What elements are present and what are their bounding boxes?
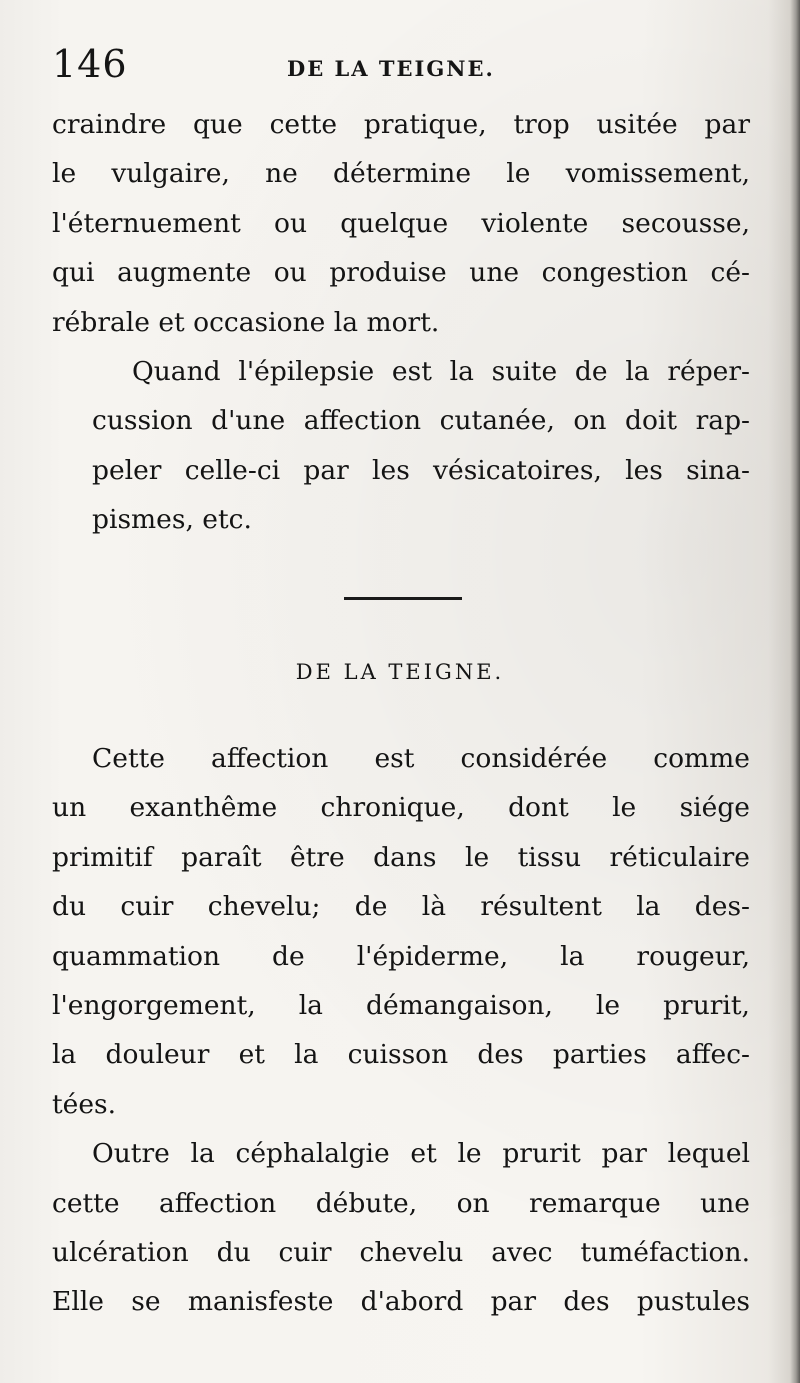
page-number: 146 bbox=[52, 42, 128, 86]
text-line: le vulgaire, ne détermine le vomissement, bbox=[52, 158, 750, 190]
text-line: craindre que cette pratique, trop usitée par bbox=[52, 109, 750, 140]
text-line: peler celle-ci par les vésicatoires, les sina- bbox=[92, 454, 750, 486]
running-head: DE LA TEIGNE. bbox=[287, 56, 495, 81]
text-line: l'engorgement, la démangaison, le prurit, bbox=[52, 990, 750, 1022]
text-line: primitif paraît être dans le tissu réticulaire bbox=[52, 841, 750, 873]
text-line: rébrale et occasione la mort. bbox=[52, 306, 440, 338]
paragraph bbox=[52, 1129, 750, 1327]
text-line: du cuir chevelu; de là résultent la des- bbox=[52, 891, 750, 923]
paragraph bbox=[52, 100, 750, 347]
paragraph bbox=[52, 347, 750, 545]
text-line: tées. bbox=[52, 1088, 117, 1120]
section-divider bbox=[344, 597, 462, 600]
text-line: Quand l'épilepsie est la suite de la réper- bbox=[132, 356, 750, 388]
text-line: Outre la céphalalgie et le prurit par lequel bbox=[92, 1138, 750, 1170]
text-line: cussion d'une affection cutanée, on doit rap- bbox=[92, 405, 750, 437]
paragraph bbox=[52, 734, 750, 1129]
text-line: Elle se manisfeste d'abord par des pustules bbox=[52, 1286, 750, 1318]
body-text-top bbox=[52, 100, 750, 545]
text-line: ulcération du cuir chevelu avec tuméfaction. bbox=[52, 1237, 750, 1269]
section-title: DE LA TEIGNE. bbox=[295, 660, 505, 684]
text-line: qui augmente ou produise une congestion cé- bbox=[52, 257, 750, 289]
text-line: l'éternuement ou quelque violente secousse, bbox=[52, 207, 750, 239]
page-header bbox=[52, 40, 752, 100]
text-line: quammation de l'épiderme, la rougeur, bbox=[52, 940, 750, 972]
body-text-bottom bbox=[52, 734, 750, 1327]
text-line: la douleur et la cuisson des parties affec- bbox=[52, 1039, 750, 1071]
text-line: cette affection débute, on remarque une bbox=[52, 1187, 750, 1219]
text-line: un exanthême chronique, dont le siége bbox=[52, 792, 750, 824]
text-line: pismes, etc. bbox=[92, 504, 252, 536]
text-line: Cette affection est considérée comme bbox=[92, 743, 750, 774]
page-edge-shadow bbox=[790, 0, 800, 1383]
